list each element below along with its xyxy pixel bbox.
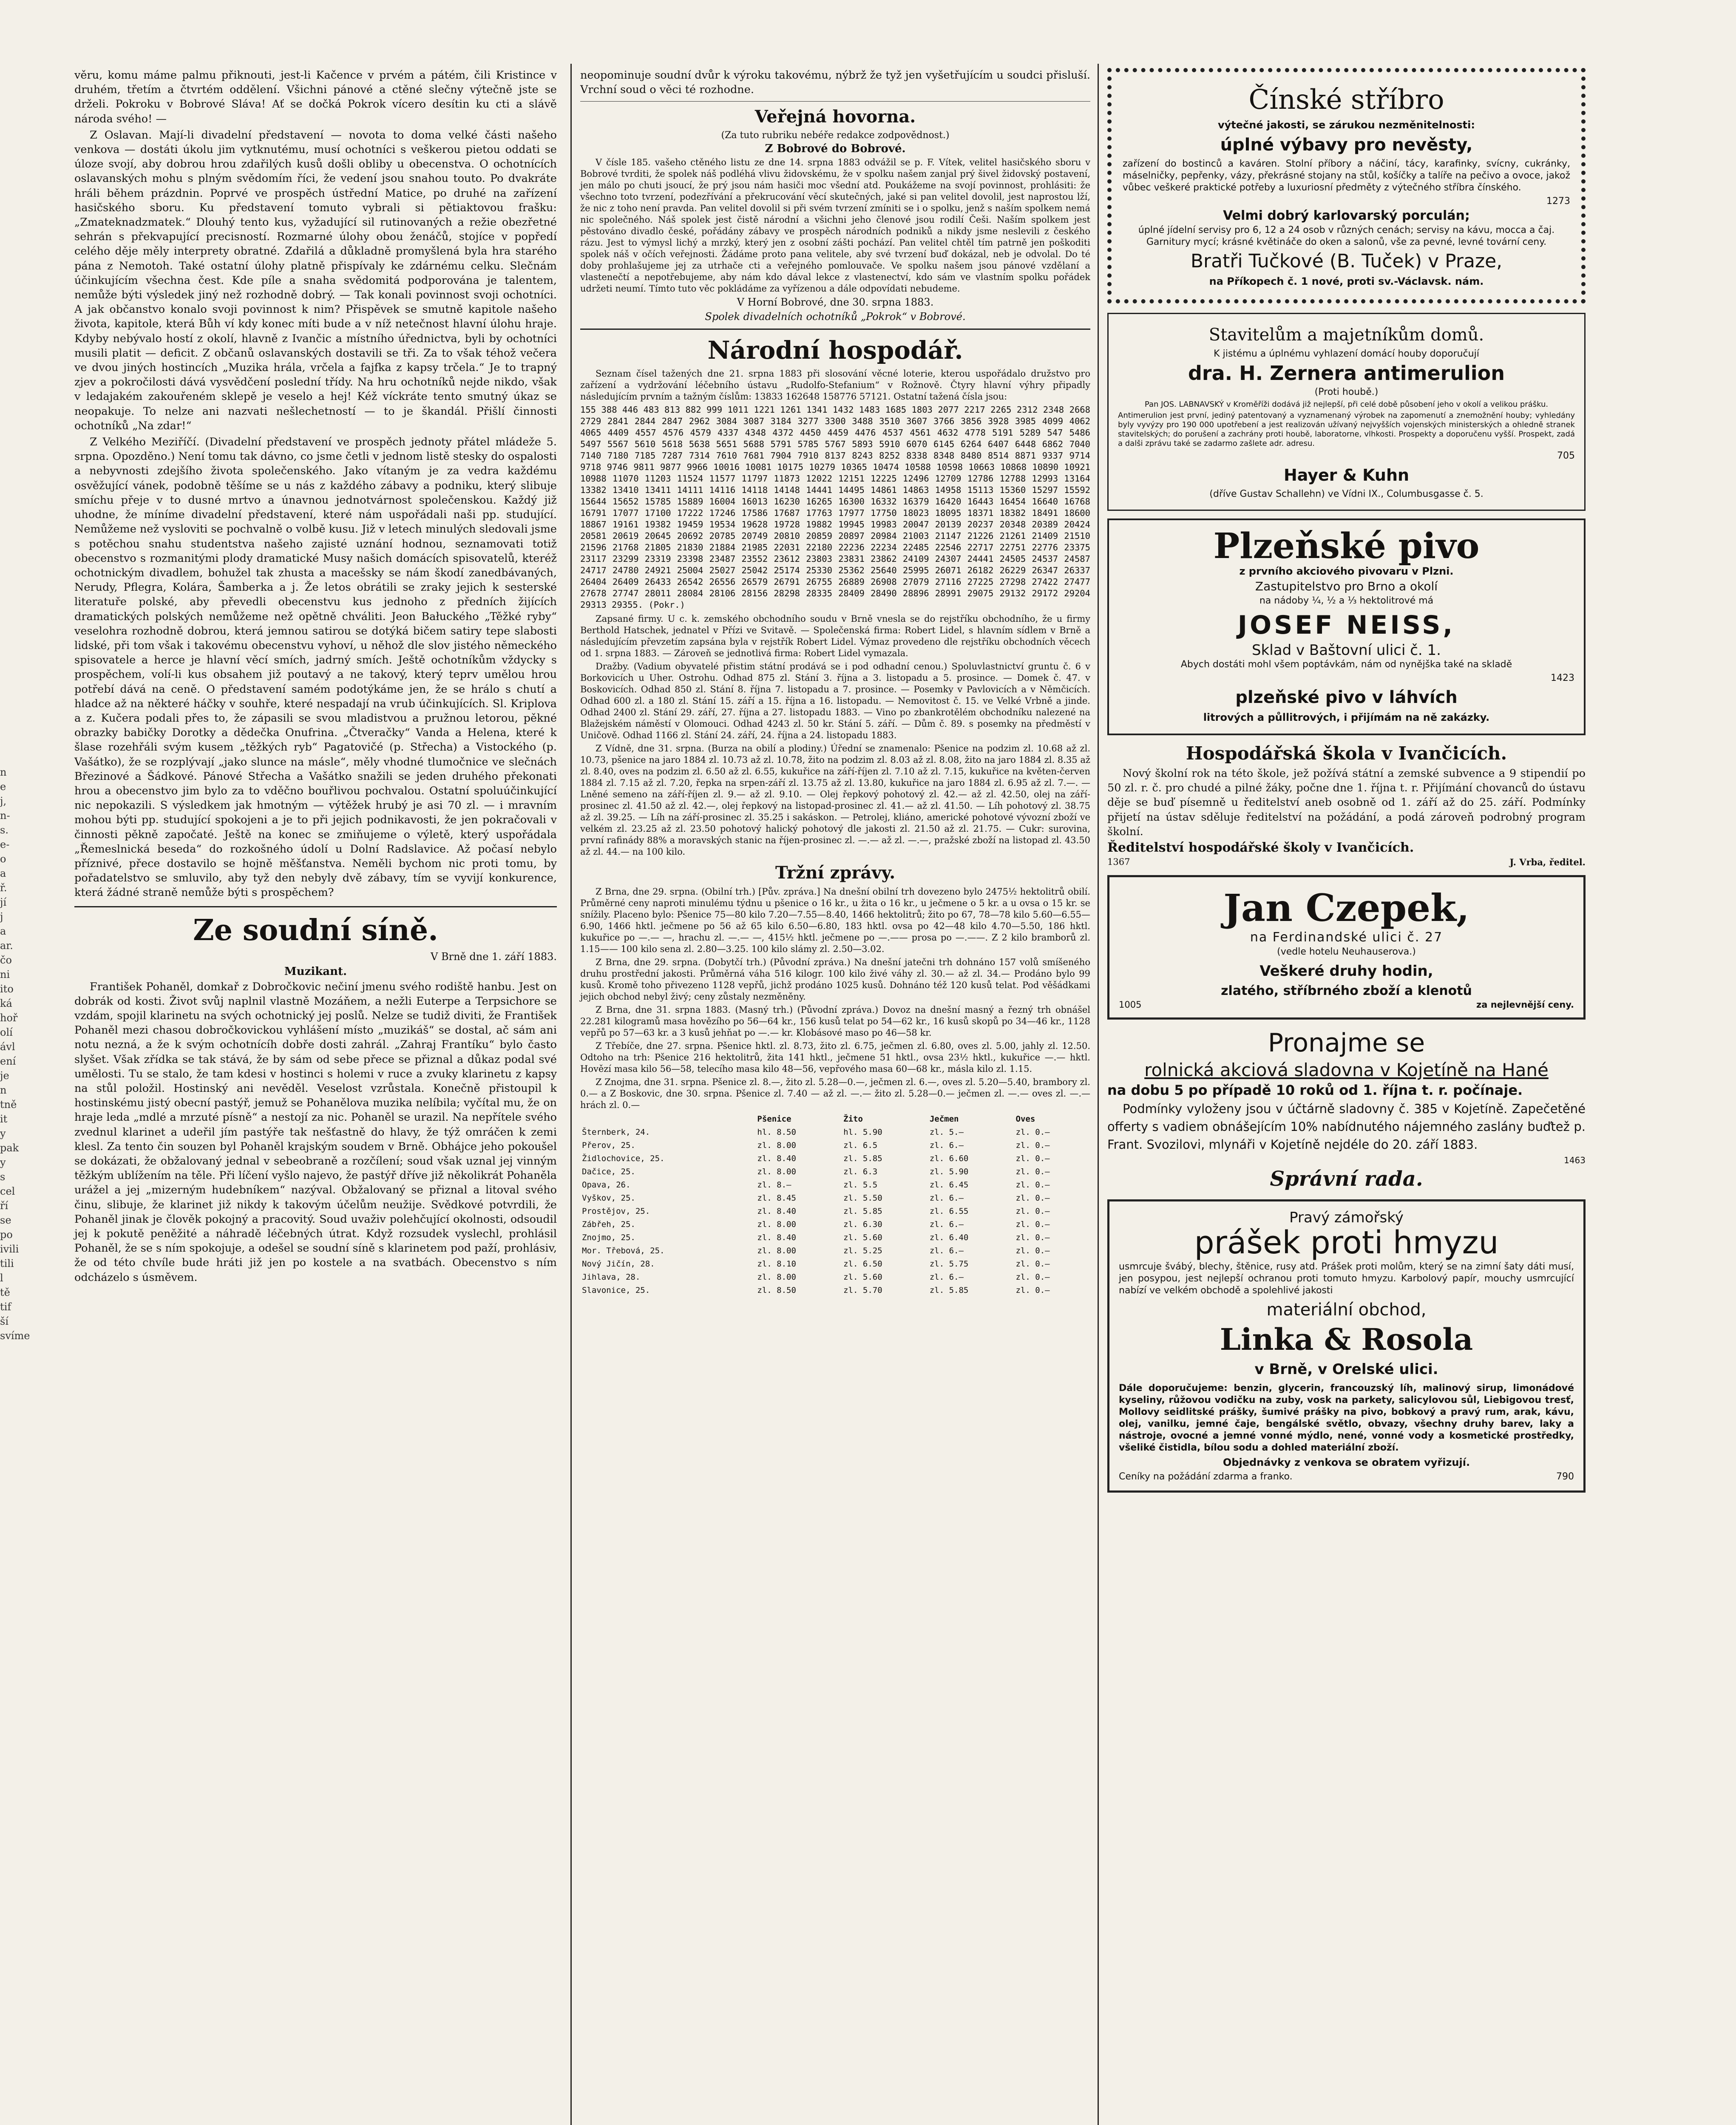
silver-line: výtečné jakosti, se zárukou nezměnitelnosti: <box>1218 119 1475 131</box>
hovorna-signature-date: V Horní Bobrové, dne 30. srpna 1883. <box>737 296 934 309</box>
price-cell: zl. 8.45 <box>757 1193 796 1203</box>
price-cell: zl. 8.00 <box>757 1141 796 1150</box>
court-dateline: V Brně dne 1. září 1883. <box>431 950 557 963</box>
builders-line: K jistému a úplnému vyhlazení domácí houby doporučují <box>1214 348 1479 359</box>
insect-line: materiální obchod, <box>1266 1300 1427 1320</box>
margin-fragment: ká <box>0 997 12 1009</box>
price-cell: Prostějov, 25. <box>582 1207 650 1216</box>
price-cell: zl. 6.— <box>929 1246 964 1256</box>
price-row <box>580 1205 1090 1218</box>
column-rule <box>570 64 572 2125</box>
ad-number: 1423 <box>1551 673 1574 683</box>
right-column <box>1107 68 1586 1500</box>
lease-line: rolnická akciová sladovna v Kojetíně na Hané <box>1144 1060 1549 1081</box>
insect-line: Pravý zámořský <box>1289 1209 1404 1227</box>
price-row <box>580 1271 1090 1284</box>
margin-fragment: j, <box>0 795 7 807</box>
price-cell: Opava, 26. <box>582 1180 631 1190</box>
insect-line: Objednávky z venkova se obratem vyřizují. <box>1223 1456 1470 1469</box>
hovorna-text: V čísle 185. vašeho ctěného listu ze dne 14. srpna 1883 odvážil se p. F. Vítek, velitel hasičského sboru v Bobrové tvrditi, že spolek náš podléhá vlivu židovskému, že v spolku našem zanjal prý šivel židovský postavení, jen málo po chuti jsoucí, že prý jsou nám hasiči moc všední atd. Poukážeme na svojí povinnost, prohlásiti: že všechno toto tvrzení, podezřívání a překrucování věcí skutečných, jaké si pan velitel dovolil, jest naprostou lží, že nic z toho není pravda. Pan velitel dovolil si při svém tvrzení zmíniti se i o spolku, jenž s naším spolkem nemá nic společného. Náš spolek jest čistě národní a všichni jeho členové jsou rodilí Češi. Naším spolkem jest pěstováno divadlo české, pořádány zábavy ve prospěch národních podniků a nikdy jsme neslevili z českého rázu. Jest to výmysl lichý a mrzký, který jen z osobní zášti pochází. Pan velitel chtěl tím patrně jen poškoditi spolek náš v očích veřejnosti. Žádáme proto pana velitele, aby své tvrzení buď dokázal, neb je odvolal. Do té doby prohlašujeme jej za utrhače cti a veřejného pomlouvače. Ve spolku našem jsou pánové vzdělaní a vlastenečtí a nepotřebujeme, aby nám kdo dával lekce z vlastenectví, kdo sám ve vlastním spolku pořádek udržeti neumí. Tímto tuto věc pokládáme za vyřízenou a dále odpovídati nebudeme. <box>580 157 1090 294</box>
margin-fragment: a <box>0 925 6 937</box>
ad-number: 1273 <box>1546 196 1570 207</box>
builders-line: Pan JOS. LABNAVSKÝ v Kroměříži dodává již nejlepší, při celé době působení jeho v okolí a velikou prášku. <box>1144 400 1549 409</box>
middle-column <box>580 68 1090 1297</box>
czepek-line: (vedle hotelu Neuhauserova.) <box>1277 946 1416 958</box>
price-cell: Šternberk, 24. <box>582 1128 650 1137</box>
beer-line: Abych dostáti mohl všem poptávkám, nám od nynějška také na skladě <box>1180 659 1512 670</box>
price-cell: zl. 8.00 <box>757 1246 796 1256</box>
article-paragraph: věru, komu máme palmu přiknouti, jest-li Kačence v prvém a pátém, čili Kristince v druhém, třetím a čtvrtém oddělení. Všichni pánové a ctěné slečny výtečně jste se drželi. Pokroku v Bobrové Sláva! Ať se dočká Pokrok vícero desítin ku cti a slávě národa svého! — <box>74 69 557 125</box>
price-cell: zl. 5.— <box>929 1128 964 1137</box>
beer-line: na nádoby ¼, ½ a ⅓ hektolitrové má <box>1259 595 1434 606</box>
price-cell: zl. 6.— <box>929 1220 964 1230</box>
ad-number: 1463 <box>1564 1155 1586 1166</box>
lease-title: Pronajme se <box>1268 1028 1425 1058</box>
margin-fragment: jí <box>0 896 7 908</box>
insect-firm: Linka & Rosola <box>1220 1322 1473 1357</box>
margin-fragment: ší <box>0 1315 9 1327</box>
margin-fragment: ar. <box>0 940 13 952</box>
margin-fragment: ení <box>0 1055 16 1067</box>
price-cell: zl. 0.— <box>1016 1141 1050 1150</box>
price-cell: Znojmo, 25. <box>582 1233 635 1243</box>
price-cell: zl. 5.70 <box>843 1286 882 1295</box>
price-cell: zl. 5.85 <box>843 1207 882 1216</box>
margin-fragment: čo <box>0 954 12 966</box>
beer-line: z prvního akciového pivovaru v Plzni. <box>1239 565 1454 577</box>
price-column-header: Pšenice <box>757 1114 791 1124</box>
price-cell: zl. 5.85 <box>929 1286 969 1295</box>
section-divider <box>580 101 1090 102</box>
article-paragraph: Z Velkého Meziříčí. (Divadelní představení ve prospěch jednoty přátel mládeže 5. srpna. Opozděno.) Není tomu tak dávno, co jsme četli v jednom listě stesky do ospalosti a nebyvnosti zdejšího života společenského. Jako vítaným je za vedra každému osvěžující vánek, podobně těšíme se u nás z každého zábavy a podniku, který slibuje smíchu přeje v to dusné mrtvo a únavnou jednotvárnost společenskou. Každý již uhodne, že míníme divadelní představení, které nám uspořádali naši pp. studující. Nemůžeme než vysloviti se pochvalně o volbě kusu. Již v letech minulých sledovali jsme s potěchou snahu studentstva našeho zajisté uznání hodnou, seznamovati totiž obecenstvo s rozmanitými plody dramatické Musy našich domácích spisovatelů, kteréž ochotnickým divadlem, bohužel tak zhusta a macešsky se nám škodí zanedbávaných, Nerudy, Pflegra, Kolára, Šamberka a j. Že letos obrátili se zraky jejich k sesterské literatuře polské, aby převedli obecenstvu kus jednoho z předních žijících dramatických polských nemůžeme než opětně chváliti. Jeon Bałuckého „Těžké ryby“ veselohra rozhodně dobrou, která jemnou satirou se dotýká bičem satiry tepe slabosti lidské, při tom však i takovému obecenstvu vyhoví, u něhož dle slov jistého německého spisovatele a herce je hlavní věcí smích, jadrný smích. Ještě ochotníkům vždycky s prospěchem, volí-li kus obsahem již poutavý a ne takový, který teprv umělou hrou potřebí dává na ceně. O představení samém podotýkáme jen, že se hrálo s chutí a hladce až na některé háčky v souhře, které nespadají na vrub účinkujících. Sl. Kriplova a z. Kučera podali přes to, že zápasili se svou mladistvou a pružnou letorou, pěkné obrazky babičky Dorotky a dědečka Onufrina. „Čtveračky“ Vanda a Helena, které k šlase rozehřáli svým kusem „těžkých ryb“ Pagatovičé (p. Střecha) a Vistockého (p. Vašátko), že se rozplývají „jako slunce na másle“, měly vhodné tlumočnice ve slečnách Březinové a Šádkové. Pánové Střecha a Vašátko snažili se jeden druhého překonati hrou a obecenstvo jim bylo za to vděčno bouřlivou pochvalou. Ostatní spoluúčinkující nic nepokazili. S výsledkem jak hmotným — výtěžek hrubý je asi 70 zl. — i mravním mohou býti pp. studující spokojeni a je to při jejich podnikavosti, že jen pokračovali v činnosti pěkně započaté. Ještě na konec se zmiňujeme o výletě, který uspořádala „Řemeslnická beseda“ do rozkošného údolí u Dolní Radslavice. Až počasí nebylo příznivé, přece dostavilo se hojně měšťanstva. Neměli bychom nic proti tomu, by pořadatelstvo se smluvilo, aby tyž den nebyly dvě zábavy, tím se vyvijí konkurence, která žádné straně nemůže býti s prospěchem? <box>74 436 557 899</box>
market-heading: Tržní zprávy. <box>775 863 896 883</box>
lease-line: na dobu 5 po případě 10 roků od 1. října t. r. počínaje. <box>1107 1082 1523 1099</box>
znojmo-market: Z Znojma, dne 31. srpna. Pšenice zl. 8.—, žito zl. 5.28—0.—, ječmen zl. 6.—, oves zl. 5.20—5.40, brambory zl. 0.— a Z Boskovic, dne 30. srpna. Pšenice zl. 7.40 — až zl. —.— žito zl. 5.28—0.— ječmen zl. —.— oves zl. —.— hrách zl. 0.— <box>580 1077 1090 1111</box>
price-row <box>580 1139 1090 1152</box>
czepek-line: zlatého, stříbrného zboží a klenotů <box>1221 983 1472 999</box>
margin-fragment: tě <box>0 1286 10 1298</box>
insect-text: Dále doporučujeme: benzin, glycerin, francouzský líh, malinový sirup, limonádové kyseliny, růžovou vodičku na zuby, vosk na parkety, salicylovou sůl, Liebigovou tresť, Mollovy seidlitské prášky, šumivé prášky na pivo, bobkový a pravý rum, arak, kávu, olej, vanilku, jemné čaje, bengálské světlo, obvazy, všechny druhy barev, laky a nástroje, ovocné a jemné vonné mýdlo, nené, vonné vody a kosmetické prostředky, všeliké čistidla, bílou sodu a dohled materiální zboží. <box>1119 1383 1574 1454</box>
silver-line: úplné jídelní servisy pro 6, 12 a 24 osob v různých cenách; servisy na kávu, mocca a čaj. Garnitury mycí; krásné květináče do oken a salonů, vše za pevné, levné tovární ceny. <box>1138 225 1555 247</box>
price-cell: zl. 8.40 <box>757 1233 796 1243</box>
margin-fragment: o <box>0 853 6 865</box>
price-cell: zl. 8.40 <box>757 1154 796 1164</box>
czepek-footer <box>1119 1000 1574 1010</box>
insect-powder-advert <box>1107 1199 1586 1493</box>
ad-number: 790 <box>1556 1471 1574 1482</box>
margin-fragment: j <box>0 911 3 923</box>
silver-line: úplné výbavy pro nevěsty, <box>1220 135 1473 155</box>
margin-fragment: tif <box>0 1301 11 1313</box>
price-cell: zl. 5.85 <box>843 1154 882 1164</box>
price-row <box>580 1165 1090 1179</box>
price-cell: zl. 0.— <box>1016 1128 1050 1137</box>
margin-fragment: y <box>0 1156 6 1168</box>
silver-firm: Bratři Tučkové (B. Tuček) v Praze, <box>1190 250 1503 272</box>
silver-advert <box>1107 68 1586 303</box>
price-row <box>580 1244 1090 1258</box>
school-text: Nový školní rok na této škole, jež požívá státní a zemské subvence a 9 stipendií po 50 zl. r. č. pro chudé a pilné žáky, počne dne 1. října t. r. Přijímání chovanců do ústavu děje se buď písemně u ředitelství aneb osobně od 1. září až do 25. září. Podmínky přijetí na ústav sděluje ředitelství na požádání, a podá zároveň podrobný program školní. <box>1107 767 1586 838</box>
price-cell: zl. 8.10 <box>757 1259 796 1269</box>
czepek-line: Veškeré druhy hodin, <box>1259 963 1433 980</box>
price-cell: zl. 6.40 <box>929 1233 969 1243</box>
court-heading: Ze soudní síně. <box>193 913 438 947</box>
price-cell: zl. 6.55 <box>929 1207 969 1216</box>
school-director: J. Vrba, ředitel. <box>1509 857 1586 868</box>
price-cell: Nový Jičín, 28. <box>582 1259 655 1269</box>
school-footer <box>1107 857 1586 867</box>
price-cell: zl. 8.— <box>757 1180 791 1190</box>
price-cell: zl. 5.90 <box>929 1167 969 1177</box>
school-notice <box>1107 743 1586 867</box>
price-cell: zl. 6.— <box>929 1141 964 1150</box>
price-row <box>580 1284 1090 1297</box>
margin-fragment: tně <box>0 1099 17 1111</box>
price-column-header <box>580 1113 755 1126</box>
price-cell: zl. 0.— <box>1016 1272 1050 1282</box>
margin-fragment: ivili <box>0 1243 19 1255</box>
margin-fragment: e <box>0 781 6 793</box>
price-cell: zl. 6.30 <box>843 1220 882 1230</box>
cattle-market: Z Brna, dne 29. srpna. (Dobytčí trh.) (Původní zpráva.) Na dnešní jatečni trh dohnáno 157 volů smíšeného druhu prostřední jakosti. Průměrná váha 516 kilogr. 100 kilo živé váhy zl. 30.— až zl. 34.— Prodáno bylo 99 kusů. Kromě toho přivezeno 1128 vepřů, jichž prodáno 1025 kusů. Dohnáno též 120 kusů telat. Pod věšádkami jejich obchod nebyl živý; ceny zůstaly nezměněny. <box>580 957 1090 1002</box>
trebic-market: Z Třebíče, dne 27. srpna. Pšenice hktl. zl. 8.73, žito zl. 6.75, ječmen zl. 6.80, oves zl. 5.00, jahly zl. 12.50. Odtoho na trh: Pšenice 216 hektolitrů, žita 141 hktl., ječmene 51 hktl., ovsa 23½ hktl., kukuřice —.— hktl. Hovězí masa kilo 56—58, telecího masa kilo 48—56, vepřového masa 60—68 kr., másla kilo zl. 1.15. <box>580 1041 1090 1074</box>
margin-fragment: pak <box>0 1142 19 1154</box>
price-cell: Přerov, 25. <box>582 1141 635 1150</box>
margin-fragment: svíme <box>0 1330 30 1342</box>
insect-title: prášek proti hmyzu <box>1194 1224 1499 1261</box>
margin-fragment: a <box>0 867 6 879</box>
price-cell: zl. 6.3 <box>843 1167 878 1177</box>
price-cell: zl. 0.— <box>1016 1193 1050 1203</box>
price-row <box>580 1192 1090 1205</box>
price-cell: zl. 0.— <box>1016 1207 1050 1216</box>
court-article: František Pohaněl, domkař z Dobročkovic nečiní jmenu svého rodiště hanbu. Jest on dobrák od kosti. Život svůj naplnil vlastně Mozáňem, a nežli Euterpe a Terpsichore se vzdám, spojil klarinetu na svých ochotnický jej poslů. Nelze se tudiž diviti, že František Pohaněl mezi chasou dobročkovickou vyhlášení místo „muzikáš“ se dostal, ač sám ani notu nezná, a že k svým ochotnícíh dobře dosti zahrál. „Zahraj Frantíku“ bylo často slyšet. Však zřídka se tak stává, že by sám od sebe přece se přiznal a důkaz podal své umělosti. Tu se stalo, že tam kdesi v hostinci s holemi v ruce a zvuky klarinetu z kapsy na stůl položil. Hostinský ani nevěděl. Veselost vzrůstala. Konečně přistoupil k hostinskému jistý obecní pastýř, jemuž se Pohanělova muzika nelíbila; vyčítal mu, že on hraje leda „mdlé a mrzuté písně“ a nestojí za nic. Pohaněl se urazil. Na nepřítele svého zvednul klarinet a udeřil jím pastýře tak nešťastně do hlavy, že týž omráčen k zemi klesl. Za tento čin souzen byl Pohaněl krajským soudem v Brně. Obhájce jeho pokoušel se dokázati, že obžalovaný jednal v sebeobraně a rozčílení; soud však uznal jej vinným těžkým ublížením na těle. Při líčení vyšlo najevo, že pastýř dříve již několikrát Pohaněla urážel a jej „mizerným hudebníkem“ nazýval. Obžalovaný se přiznal a litoval svého činu, slibuje, že klarinet již nikdy k takovým účelům neužije. Svědkové potvrdili, že Pohaněl jinak je člověk pokojný a pracovitý. Soud uvaživ polehčující okolnosti, odsoudil jej k pokutě peněžité a náhradě léčebných útrat. Když rozsudek vyslechl, prohlásil Pohaněl, že se s ním spokojuje, a odešel se soudní síně s klarinetem pod paží, prohlásiv, že od této chvíle bude hráti již jen po kostele a na svatbách. Obecenstvo s ním odcházelo s úsměvem. <box>74 980 557 1284</box>
price-cell: zl. 5.25 <box>843 1246 882 1256</box>
antimerulion-note: (Proti houbě.) <box>1314 387 1379 397</box>
builders-title: Stavitelům a majetníkům domů. <box>1208 325 1484 345</box>
school-signature: Ředitelství hospodářské školy v Ivančicích. <box>1107 840 1414 856</box>
margin-fragment: ito <box>0 983 14 995</box>
beer-line: Sklad v Baštovní ulici č. 1. <box>1252 642 1441 659</box>
ad-number: 1367 <box>1107 857 1130 867</box>
margin-fragment: ni <box>0 969 10 980</box>
margin-fragment: ávl <box>0 1041 15 1053</box>
silver-title: Čínské stříbro <box>1248 84 1444 116</box>
builders-seller: Hayer & Kuhn <box>1283 466 1410 484</box>
margin-fragment: hoř <box>0 1012 18 1024</box>
price-cell: zl. 6.45 <box>929 1180 969 1190</box>
price-cell: zl. 8.00 <box>757 1272 796 1282</box>
price-table <box>580 1113 1090 1297</box>
price-cell: zl. 5.60 <box>843 1272 882 1282</box>
margin-fragment: n <box>0 1084 7 1096</box>
silver-address: na Příkopech č. 1 nové, proti sv.-Václavsk. nám. <box>1209 275 1484 287</box>
meat-market: Z Brna, dne 31. srpna 1883. (Masný trh.) (Původní zpráva.) Dovoz na dnešní masný a řezný trh obnášel 22.281 kilogramů masa hovězího po 56—64 kr., 156 kusů telat po 54—62 kr., 16 kusů skopů po 34—46 kr., 1128 vepřů po 57—63 kr. a 3 kusů jehňat po —.— kr. Klobásové maso po 46—58 kr. <box>580 1005 1090 1038</box>
hovorna-heading: Veřejná hovorna. <box>755 107 916 127</box>
margin-fragment: ř. <box>0 882 7 894</box>
lease-notice <box>1107 1028 1586 1191</box>
price-cell: hl. 8.50 <box>757 1128 796 1137</box>
hovorna-signature: Spolek divadelních ochotníků „Pokrok“ v Bobrové. <box>705 311 966 323</box>
left-column <box>74 68 557 1286</box>
price-cell: zl. 0.— <box>1016 1246 1050 1256</box>
czepek-name: Jan Czepek, <box>1223 886 1469 930</box>
margin-fragment: tili <box>0 1258 14 1269</box>
price-cell: zl. 8.00 <box>757 1220 796 1230</box>
margin-fragment: ří <box>0 1200 9 1212</box>
margin-fragment: e- <box>0 839 10 850</box>
grain-market: Z Brna, dne 29. srpna. (Obilní trh.) [Pův. zpráva.] Na dnešní obilní trh dovezeno bylo 2475½ hektolitrů obilí. Průměrné ceny naproti minulému týdnu u pšenice o 16 kr., u žita o 16 kr., u ječmene o 5 kr. a u ovsa o 15 kr. se snížily. Placeno bylo: Pšenice 75—80 kilo 7.20—7.55—8.40, 1466 hektolitrů; žito po 67, 78—78 kilo 5.60—6.55—6.90, 1466 hktl. ječmene po 56 až 65 kilo 6.50—6.80, 183 hktl. ovsa po 42—48 kilo 4.70—5.50, 186 hktl. kukuřice po —.— —, hrachu zl. —.— —, 415½ hktl. ječmene po —.—— prosa po —.——. Z 2 kilo bramborů zl. 1.15—— 100 kilo sena zl. 2.80—3.25. 100 kilo slámy zl. 2.50—3.02. <box>580 887 1090 955</box>
section-divider <box>74 906 557 907</box>
margin-fragment: je <box>0 1070 9 1082</box>
margin-fragment: olí <box>0 1026 13 1038</box>
firm-register: Zapsané firmy. U c. k. zemského obchodního soudu v Brně vnesla se do rejstříku obchodního, že u firmy Berthold Hatschek, jednatel v Přízi ve Svitavě. — Společenská firma: Robert Lidel, s hlavním sídlem v Brně a následujícím převzetím zapsána byla v rejstřík Robert Lidel. Výmaz provedeno dle rejstříku obchodních věcech od 1. srpna 1883. — Zároveň se jednotlivá firma: Robert Lidel vymazala. <box>580 614 1090 659</box>
price-cell: Vyškov, 25. <box>582 1193 635 1203</box>
lease-text: Podmínky vyloženy jsou v účtárně sladovny č. 385 v Kojetíně. Zapečetěné offerty s vadiem obnášejícím 10% nabídnutého nájemného zaslány buďtež p. Frant. Svozilovi, mlynáři v Kojetíně nejdéle do 20. září 1883. <box>1107 1102 1586 1152</box>
price-column-header: Žito <box>843 1114 863 1124</box>
silver-line: Velmi dobrý karlovarský porculán; <box>1223 208 1470 223</box>
price-cell: zl. 6.50 <box>843 1259 882 1269</box>
margin-fragment: s. <box>0 824 9 836</box>
price-cell: zl. 5.60 <box>843 1233 882 1243</box>
court-subheading: Muzikant. <box>284 965 347 978</box>
price-cell: Židlochovice, 25. <box>582 1154 665 1164</box>
price-row <box>580 1231 1090 1244</box>
beer-advert <box>1107 518 1586 735</box>
price-cell: Slavonice, 25. <box>582 1286 650 1295</box>
hovorna-place: Z Bobrové do Bobrové. <box>765 142 906 156</box>
hovorna-note: (Za tuto rubriku nebéře redakce zodpovědnost.) <box>721 130 950 141</box>
insect-text: usmrcuje švábý, blechy, štěnice, rusy atd. Prášek proti molům, který se na zimní šaty dáti musí, jen posypou, jest nejlepší ochranou proti tomuto hmyzu. Karbolový papír, mouchy usmrcující nabízí ve velkém obchodě a spolehlivé jakosti <box>1119 1261 1574 1296</box>
price-cell: zl. 8.00 <box>757 1167 796 1177</box>
school-title: Hospodářská škola v Ivančicích. <box>1186 743 1507 764</box>
price-column-header: Oves <box>1016 1114 1035 1124</box>
margin-fragment: n <box>0 766 7 778</box>
czepek-line: za nejlevnější ceny. <box>1476 1000 1574 1010</box>
section-divider <box>580 329 1090 330</box>
builders-line: Antimerulion jest první, jediný patentovaný a vyznamenaný výrobek na zapomenutí a znemožnění houby; vyhledány byly vyvýzy pro 190 000 upotřebení a jest realizován užívaný nejvyšších vojenských ministerských a ohledně stranek stavitelských; do porušení a zachrány proti houbě, laboratorne, vlhkosti. Prospekty a doporučenu vyšší. Prospekt, zadá a dalši zprávu také se zadarmo zašlete adr. adresu. <box>1118 411 1575 448</box>
price-cell: zl. 0.— <box>1016 1233 1050 1243</box>
column-rule <box>1098 64 1099 2125</box>
price-cell: zl. 0.— <box>1016 1286 1050 1295</box>
margin-fragment: l <box>0 1272 3 1284</box>
price-cell: zl. 6.5 <box>843 1141 878 1150</box>
article-paragraph: Z Oslavan. Mají-li divadelní představení — novota to doma velké části našeho venkova — dostáti úkolu jim vytknutému, musí ochotníci s veškerou pietou oddati se úloze svojí, aby dobrou hrou zdařilých kusů došli obliby u obecenstva. O ochotnících oslavanských mohu s plným svědomím říci, že vedení jsou snahou touto. Po dvakráte hráli během prázdnin. Poprvé ve prospěch ústřední Matice, po druhé na zařízení hasičského sboru. Ku představení tomuto vybrali si pětiaktovou frašku: „Zmateknadzmatek.“ Dlouhý tento kus, vyžadující sil rutinovaných a režie obezřetné sehrán s překvapující precisností. Rozmarné úlohy obou ženáčů, stojíce v popředí celého děje měly interprety obratné. Zdařilá a důkladně promyšlená byla hra starého pána z Nemotoh. Také ostatní úlohy platně přispívaly ke zdárnému celku. Slečnám účinkujícím všechna čest. Kde píle a snaha svědomitá podporována je talentem, nemůže býti výsledek jiný než rozhodně dobrý. — Tak konali povinnost svoji ochotníci. A jak občanstvo konalo svoji povinnost k nim? Přispěvek se smutně kapitole našeho života, kapitole, která Bůh ví kdy konec míti bude a v níž netečnost hlavní úlohu hraje. Kdyby nebývalo hostí z okolí, hlavně z Ivančic a místního úřednictva, byli by ochotníci musili platit — deficit. Z občanů oslavanských dostavili se tři. Za to však téhož večera ve dvou jiných hostincích „Muzika hrála, vrčela a fajfka z kapsy trčela.“ Je to trapný zjev a pokročilosti dává vysvědčení poslední třídy. Na hru ochotníků nejde nikdo, však v ledajakém zakouřeném sklepě je veselo a hej! Kéž víckráte tento smutný úkaz se neopakuje. To nelze ani nazvati nešlechetností — to je škandál. Přišlí činnosti ochotníků „Na zdar!“ <box>74 128 557 432</box>
previous-page-margin <box>0 765 30 1343</box>
price-cell: zl. 0.— <box>1016 1180 1050 1190</box>
price-cell: hl. 5.90 <box>843 1128 882 1137</box>
lottery-intro: Seznam čísel tažených dne 21. srpna 1883 při slosování věcné loterie, kterou uspořádalo družstvo pro zařízení a vydržování léčebního ústavu „Rudolfo-Stefanium“ v Rožnově. Čtyry hlavní výhry připadly následujícím prvním a tažným číslům: 13833 162648 158776 57121. Ostatní tažená čísla jsou: <box>580 368 1090 402</box>
auctions: Dražby. (Vadium obyvatelé přistim státní prodává se i pod odhadní cenou.) Spoluvlastnictví gruntu č. 6 v Borkovicích u Uher. Ostrohu. Odhad 875 zl. Stání 3. října a 3. listopadu a 5. prosince. — Domek č. 47. v Boskovicích. Odhad 850 zl. Stání 8. října 7. listopadu a 7. prosince. — Posemky v Pavlovicích a v Němčicích. Odhad 600 zl. a 180 zl. Stání 15. září a 15. října a 16. listopadu. — Nemovitost č. 15. ve Velké Vrbně a jinde. Odhad 2400 zl. Stání 29. září, 27. října a 27. listopadu 1883. — Vino po zbankrotělém obchodníku nalezené na Blažejském náměstí v Olomouci. Odhad 4243 zl. 50 kr. Stání 5. září. — Dům č. 89. s posemky na předměstí v Uničově. Odhad 1166 zl. Stání 24. září, 24. října a 24. listopadu 1883. <box>580 661 1090 741</box>
price-row <box>580 1179 1090 1192</box>
beer-line: litrových a půllitrových, i přijímám na ně zakázky. <box>1203 711 1490 723</box>
margin-fragment: cel <box>0 1185 15 1197</box>
margin-fragment: po <box>0 1229 13 1241</box>
insect-footer <box>1119 1471 1574 1483</box>
price-cell: Dačice, 25. <box>582 1167 635 1177</box>
antimerulion-advert <box>1107 313 1586 511</box>
beer-title: Plzeňské pivo <box>1213 526 1480 567</box>
insect-line: Ceníky na požádání zdarma a franko. <box>1119 1471 1293 1482</box>
price-cell: zl. 5.50 <box>843 1193 882 1203</box>
price-cell: zl. 6.— <box>929 1193 964 1203</box>
czepek-advert <box>1107 875 1586 1020</box>
price-row <box>580 1218 1090 1231</box>
price-row <box>580 1152 1090 1165</box>
margin-fragment: n- <box>0 810 10 822</box>
price-column-header: Ječmen <box>929 1114 959 1124</box>
narodni-heading: Národní hospodář. <box>707 336 963 365</box>
intro-paragraph: neopominuje soudní dvůr k výroku takovému, nýbrž že tyž jen vyšetřujícím u soudci přisluší. Vrchní soud o věci té rozhodne. <box>580 69 1090 96</box>
vienna-exchange: Z Vídně, dne 31. srpna. (Burza na obilí a plodiny.) Úřední se znamenalo: Pšenice na podzim zl. 10.68 až zl. 10.73, pšenice na jaro 1884 zl. 10.73 až zl. 10.78, žito na podzim zl. 8.03 až zl. 8.08, žito na jaro 1884 zl. 8.35 až zl. 8.40, oves na podzim zl. 6.50 až zl. 6.55, kukuřice na září-říjen zl. 7.10 až zl. 7.15, kukuřice na květen-červen 1884 zl. 7.15 až zl. 7.20, řepka na srpen-září zl. 13.75 až zl. 13.80, kukuřice na jaro 1884 zl. 6.95 až zl. 7.—. — Lněné semeno na září-říjen zl. 9.— až zl. 9.10. — Olej řepkový pohotový zl. 42.— až zl. 42.50, olej na září-prosinec zl. 41.50 až zl. 42.—, olej řepkový na listopad-prosinec zl. 41.— až zl. 41.50. — Líh pohotový zl. 38.75 až zl. 39.25. — Líh na září-prosinec zl. 35.25 i sakáskon. — Petrolej, kliáno, americké pohotové vývozní zboží ve velkém zl. 23.25 až zl. 23.50 pohotový halický pohotový dle jakosti zl. 21.50 až zl. 21.75. — Cukr: surovina, první rafinády 88% a moravských stanic na říjen-prosinec zl. —.— až zl. —.—, pražské zboží na listopad zl. 43.50 až zl. 44.— na 100 kilo. <box>580 743 1090 857</box>
price-cell: Zábřeh, 25. <box>582 1220 635 1230</box>
margin-fragment: s <box>0 1171 6 1183</box>
silver-line: zařízení do bostinců a kaváren. Stolní příbory a náčiní, tácy, karafinky, svícny, cukránky, máselničky, pepřenky, vázy, překrásné stojany na stůl, košíčky a talíře na pečivo a ovoce, jakož vůbec veškeré praktické potřeby a luxuriosní předměty z výtečného stříbra čínského. <box>1123 159 1570 193</box>
beer-line: plzeňské pivo v láhvích <box>1235 688 1458 707</box>
price-row <box>580 1126 1090 1139</box>
builders-seller-note: (dříve Gustav Schallehn) ve Vídni IX., Columbusgasse č. 5. <box>1209 489 1484 499</box>
price-cell: zl. 8.40 <box>757 1207 796 1216</box>
antimerulion-brand: dra. H. Zernera antimerulion <box>1188 362 1505 385</box>
price-cell: Jihlava, 28. <box>582 1272 641 1282</box>
margin-fragment: it <box>0 1113 8 1125</box>
price-cell: Mor. Třebová, 25. <box>582 1246 665 1256</box>
price-cell: zl. 6.60 <box>929 1154 969 1164</box>
price-cell: zl. 5.5 <box>843 1180 878 1190</box>
insect-line: v Brně, v Orelské ulici. <box>1254 1361 1438 1378</box>
margin-fragment: y <box>0 1128 6 1139</box>
price-cell: zl. 0.— <box>1016 1154 1050 1164</box>
price-cell: zl. 8.50 <box>757 1286 796 1295</box>
price-cell: zl. 6.— <box>929 1272 964 1282</box>
lease-signature: Správní rada. <box>1270 1167 1423 1191</box>
beer-seller-name: JOSEF NEISS, <box>1237 610 1455 640</box>
price-cell: zl. 0.— <box>1016 1220 1050 1230</box>
margin-fragment: se <box>0 1214 11 1226</box>
beer-line: Zastupitelstvo pro Brno a okolí <box>1255 579 1438 593</box>
czepek-line: na Ferdinandské ulici č. 27 <box>1250 930 1443 945</box>
ad-number: 705 <box>1557 450 1575 461</box>
price-cell: zl. 0.— <box>1016 1167 1050 1177</box>
lottery-numbers: 155 388 446 483 813 882 999 1011 1221 1261 1341 1432 1483 1685 1803 2077 2217 2265 2312 2348 2668 2729 2841 2844 2847 2962 3084 3087 3184 3277 3300 3488 3510 3607 3766 3856 3928 3985 4099 4062 4065 4409 4557 4576 4579 4337 4348 4372 4450 4459 4476 4537 4561 4632 4778 5191 5289 547 5486 5497 5567 5610 5618 5638 5651 5688 5791 5785 5767 5893 5910 6070 6145 6264 6407 6448 6862 7040 7140 7180 7185 7287 7314 7610 7681 7904 7910 8137 8243 8252 8338 8348 8480 8514 8871 9337 9714 9718 9746 9811 9877 9966 10016 10081 10175 10279 10365 10474 10588 10598 10663 10868 10890 10921 10988 11070 11203 11524 11577 11797 11873 12022 12151 12225 12496 12709 12786 12788 12993 13164 13382 13410 13411 14111 14116 14118 14148 14441 14495 14861 14863 14958 15113 15360 15297 15592 15644 15652 15785 15889 16004 16013 16230 16265 16300 16332 16379 16420 16443 16454 16640 16768 16791 17077 17100 17222 17246 17586 17687 17763 17977 17750 18023 18095 18371 18382 18491 18600 18867 19161 19382 19459 19534 19628 19728 19882 19945 19983 20047 20139 20237 20348 20389 20424 20581 20619 20645 20692 20785 20749 20810 20859 20897 20984 21003 21147 21226 21261 21409 21510 21596 21768 21805 21830 21884 21985 22031 22180 22236 22234 22485 22546 22717 22751 22776 23375 23117 23299 23319 23398 23487 23552 23612 23803 23831 23862 24109 24307 24441 24505 24537 24587 24717 24780 24921 25004 25027 25042 25174 25330 25362 25640 25995 26071 26182 26229 26347 26337 26404 26409 26433 26542 26556 26579 26791 26755 26889 26908 27079 27116 27225 27298 27422 27477 27678 27747 28011 28084 28106 28156 28298 28335 28409 28490 28896 28991 29075 29132 29172 29204 29313 29355. (Pokr.) <box>580 405 1090 610</box>
price-cell: zl. 5.75 <box>929 1259 969 1269</box>
price-cell: zl. 0.— <box>1016 1259 1050 1269</box>
ad-number: 1005 <box>1119 1000 1142 1010</box>
price-row <box>580 1258 1090 1271</box>
